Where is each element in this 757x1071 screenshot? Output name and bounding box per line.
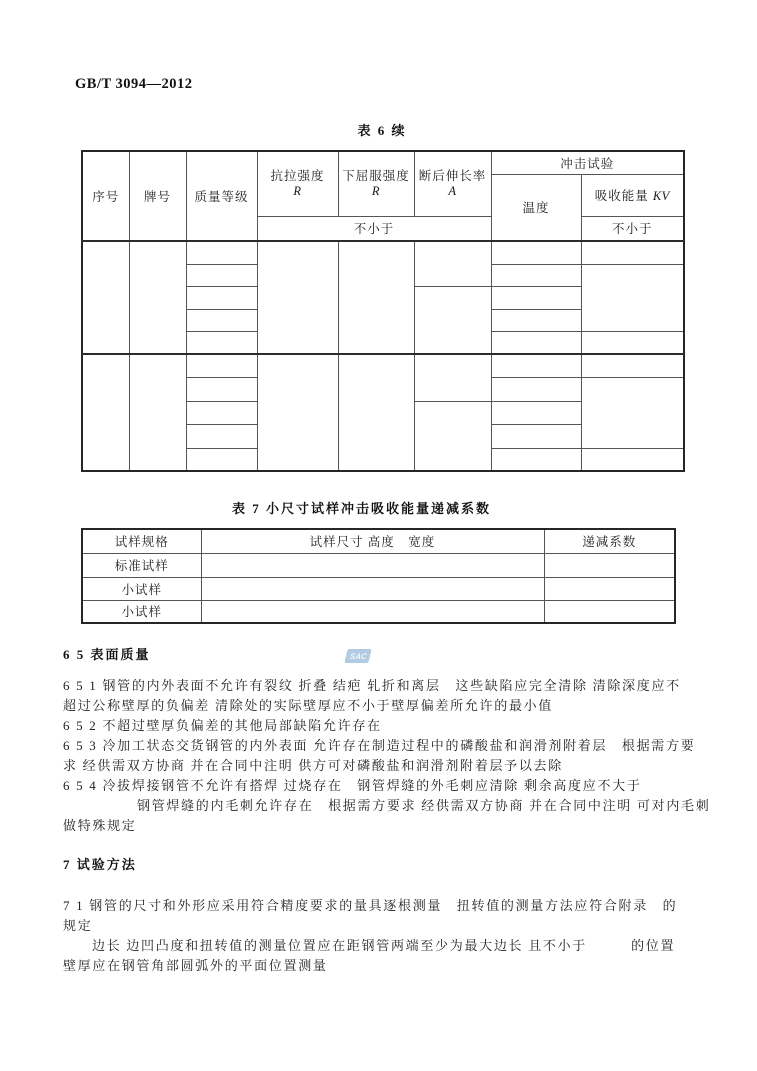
section-65-body <box>63 676 710 836</box>
paragraph-651-line1: 6 5 1 钢管的内外表面不允许有裂纹 折叠 结疤 轧折和离层 这些缺陷应完全清除 清除深度应不 <box>63 678 681 693</box>
paragraph-72-line1: 边长 边凹凸度和扭转值的测量位置应在距钢管两端至少为最大边长 且不小于 的位置 <box>92 938 676 953</box>
empty-cell <box>186 401 257 424</box>
specimen-spec-cell: 标准试样 <box>82 553 201 577</box>
energy-symbol: KV <box>652 189 670 203</box>
table-row <box>82 600 675 623</box>
empty-cell <box>201 553 544 577</box>
yield-label: 下屈服强度 <box>342 168 410 183</box>
empty-cell <box>491 377 581 401</box>
watermark-text: SAC <box>348 651 368 661</box>
col-header-absorbed-energy <box>581 174 684 216</box>
elongation-label: 断后伸长率 <box>418 168 487 183</box>
col-header-reduction-coef: 递减系数 <box>544 529 675 553</box>
col-header-specimen-size: 试样尺寸 高度 宽度 <box>201 529 544 553</box>
empty-cell <box>581 331 684 354</box>
paragraph-654-line1: 6 5 4 冷拔焊接钢管不允许有搭焊 过烧存在 钢管焊缝的外毛刺应清除 剩余高度应不大于 <box>63 778 642 793</box>
table-row <box>82 577 675 600</box>
table7-title: 表 7 小尺寸试样冲击吸收能量递减系数 <box>232 501 492 516</box>
empty-cell <box>129 354 186 471</box>
col-header-seq: 序号 <box>82 151 129 241</box>
empty-cell <box>257 354 338 471</box>
empty-cell <box>186 377 257 401</box>
empty-cell <box>82 354 129 471</box>
table6 <box>81 150 685 472</box>
col-header-yield <box>338 151 414 216</box>
sac-watermark-logo <box>344 649 371 663</box>
tensile-symbol: R <box>293 183 302 198</box>
section-65-heading: 6 5 表面质量 <box>63 647 151 662</box>
table-row <box>82 553 675 577</box>
empty-cell <box>201 600 544 623</box>
empty-cell <box>82 241 129 354</box>
empty-cell <box>186 264 257 286</box>
empty-cell <box>186 241 257 264</box>
col-header-specimen-spec: 试样规格 <box>82 529 201 553</box>
empty-cell <box>491 286 581 309</box>
empty-cell <box>581 241 684 264</box>
empty-cell <box>338 354 414 471</box>
empty-cell <box>338 241 414 354</box>
col-header-temperature: 温度 <box>491 174 581 241</box>
section-7-body <box>63 896 677 976</box>
col-header-tensile <box>257 151 338 216</box>
empty-cell <box>581 448 684 471</box>
standard-number: GB/T 3094—2012 <box>75 76 193 92</box>
paragraph-72-line2: 壁厚应在钢管角部圆弧外的平面位置测量 <box>63 958 328 973</box>
empty-cell <box>491 448 581 471</box>
empty-cell <box>186 309 257 331</box>
not-less-than-strength: 不小于 <box>257 216 491 241</box>
yield-symbol: R <box>371 183 381 198</box>
empty-cell <box>581 264 684 331</box>
col-header-quality: 质量等级 <box>186 151 257 241</box>
specimen-spec-cell: 小试样 <box>82 577 201 600</box>
specimen-spec-cell: 小试样 <box>82 600 201 623</box>
tensile-label: 抗拉强度 <box>270 168 325 183</box>
not-less-than-energy: 不小于 <box>581 216 684 241</box>
empty-cell <box>129 241 186 354</box>
energy-label: 吸收能量 <box>594 189 649 203</box>
elongation-symbol: A <box>448 183 457 198</box>
paragraph-652: 6 5 2 不超过壁厚负偏差的其他局部缺陷允许存在 <box>63 718 382 733</box>
empty-cell <box>491 264 581 286</box>
empty-cell <box>186 331 257 354</box>
empty-cell <box>491 401 581 424</box>
empty-cell <box>581 377 684 448</box>
empty-cell <box>186 286 257 309</box>
table6-title: 表 6 续 <box>357 123 407 138</box>
empty-cell <box>491 354 581 377</box>
empty-cell <box>186 448 257 471</box>
empty-cell <box>186 424 257 448</box>
col-header-grade: 牌号 <box>129 151 186 241</box>
col-header-elongation <box>414 151 491 216</box>
empty-cell <box>491 241 581 264</box>
empty-cell <box>544 600 675 623</box>
paragraph-653-line2: 求 经供需双方协商 并在合同中注明 供方可对磷酸盐和润滑剂附着层予以去除 <box>63 758 563 773</box>
empty-cell <box>186 354 257 377</box>
section-7-heading: 7 试验方法 <box>63 857 137 872</box>
empty-cell <box>544 553 675 577</box>
empty-cell <box>201 577 544 600</box>
empty-cell <box>544 577 675 600</box>
empty-cell <box>414 354 491 401</box>
empty-cell <box>414 401 491 471</box>
paragraph-653-line1: 6 5 3 冷加工状态交货钢管的内外表面 允许存在制造过程中的磷酸盐和润滑剂附着层 根据需方要 <box>63 738 696 753</box>
paragraph-654-line3: 做特殊规定 <box>63 818 137 833</box>
empty-cell <box>491 331 581 354</box>
paragraph-71-line1: 7 1 钢管的尺寸和外形应采用符合精度要求的量具逐根测量 扭转值的测量方法应符合附录 的 <box>63 898 678 913</box>
empty-cell <box>491 424 581 448</box>
empty-cell <box>257 241 338 354</box>
empty-cell <box>414 241 491 286</box>
col-header-impact-test: 冲击试验 <box>491 151 684 174</box>
paragraph-654-line2: 钢管焊缝的内毛刺允许存在 根据需方要求 经供需双方协商 并在合同中注明 可对内毛刺 <box>137 798 711 813</box>
empty-cell <box>491 309 581 331</box>
empty-cell <box>581 354 684 377</box>
table7 <box>81 528 676 624</box>
empty-cell <box>414 286 491 354</box>
paragraph-71-line2: 规定 <box>63 918 93 933</box>
paragraph-651-line2: 超过公称壁厚的负偏差 清除处的实际壁厚应不小于壁厚偏差所允许的最小值 <box>63 698 554 713</box>
